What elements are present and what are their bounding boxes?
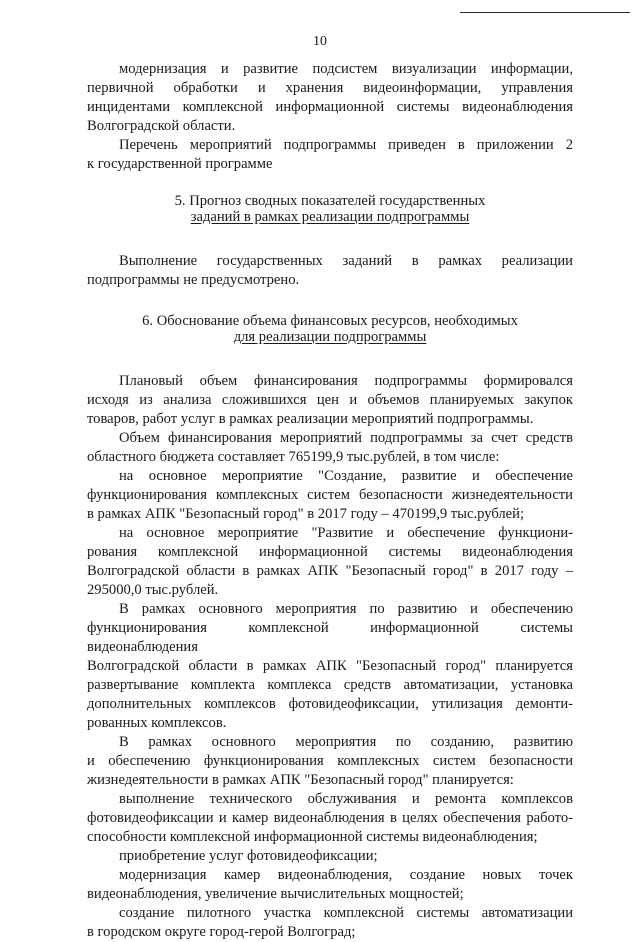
section-heading-5 (87, 193, 573, 225)
text-line: и обеспечению функционирования комплексных систем безопасности (87, 753, 573, 769)
text-line: первичной обработки и хранения видеоинформации, управления (87, 80, 573, 96)
text-line: в рамках АПК "Безопасный город" в 2017 году – 470199,9 тыс.рублей; (87, 506, 524, 522)
text-line: функционирования комплексной информационной системы видеонаблюдения (87, 620, 573, 655)
heading-line: 5. Прогноз сводных показателей государственных (174, 193, 486, 209)
paragraph-activities-list-reference (87, 136, 573, 174)
text-line: выполнение технического обслуживания и ремонта комплексов (119, 791, 573, 807)
text-line: Волгоградской области в рамках АПК "Безопасный город" в 2017 году – (87, 563, 573, 579)
text-line: Волгоградской области в рамках АПК "Безопасный город" планируется (87, 658, 573, 674)
text-line: приобретение услуг фотовидеофиксации; (119, 848, 378, 864)
text-line: на основное мероприятие "Развитие и обеспечение функциони- (119, 525, 573, 541)
document-body (87, 60, 573, 942)
paragraph-video-surveillance-plans (87, 600, 573, 733)
paragraph-cameras-modernization (87, 866, 573, 904)
text-line: жизнедеятельности в рамках АПК "Безопасный город" планируется: (87, 772, 514, 788)
page-number: 10 (313, 34, 327, 49)
text-line: рованных комплексов. (87, 715, 227, 731)
text-line: к государственной программе (87, 156, 273, 172)
text-line: В рамках основного мероприятия по развитию и обеспечению (119, 601, 573, 617)
paragraph-state-tasks (87, 252, 573, 290)
text-line: подпрограммы не предусмотрено. (87, 272, 300, 288)
paragraph-pilot-site (87, 904, 573, 942)
text-line: областного бюджета составляет 765199,9 тыс.рублей, в том числе: (87, 449, 500, 465)
paragraph-funding-volume (87, 429, 573, 467)
paragraph-maintenance (87, 790, 573, 847)
text-line: инцидентами комплексной информационной системы видеонаблюдения (87, 99, 573, 115)
text-line: исходя из анализа сложившихся цен и объемов планируемых закупок (87, 392, 573, 408)
paragraph-safety-systems-plans (87, 733, 573, 790)
heading-line: для реализации подпрограммы (233, 329, 427, 345)
section-heading-6 (87, 313, 573, 345)
text-line: товаров, работ услуг в рамках реализации мероприятий подпрограммы. (87, 411, 534, 427)
heading-line: заданий в рамках реализации подпрограммы (190, 209, 470, 225)
text-line: Плановый объем финансирования подпрограммы формировался (119, 373, 573, 389)
text-line: модернизация камер видеонаблюдения, создание новых точек (119, 867, 573, 883)
text-line: создание пилотного участка комплексной системы автоматизации (119, 905, 573, 921)
text-line: В рамках основного мероприятия по созданию, развитию (119, 734, 573, 750)
text-line: в городском округе город-герой Волгоград; (87, 924, 356, 940)
text-line: способности комплексной информационной системы видеонаблюдения; (87, 829, 538, 845)
text-line: Волгоградской области. (87, 118, 236, 134)
paragraph-video-surveillance-funding (87, 524, 573, 600)
text-line: рования комплексной информационной системы видеонаблюдения (87, 544, 573, 560)
text-line: модернизация и развитие подсистем визуализации информации, (119, 61, 573, 77)
text-line: Объем финансирования мероприятий подпрограммы за счет средств (119, 430, 573, 446)
text-line: функционирования комплексных систем безопасности жизнедеятельности (87, 487, 573, 503)
text-line: развертывание комплекта комплекса средств автоматизации, установка (87, 677, 573, 693)
text-line: видеонаблюдения, увеличение вычислительных мощностей; (87, 886, 464, 902)
text-line: на основное мероприятие "Создание, развитие и обеспечение (119, 468, 573, 484)
paragraph-planned-funding (87, 372, 573, 429)
text-line: Перечень мероприятий подпрограммы приведен в приложении 2 (119, 137, 573, 153)
text-line: фотовидеофиксации и камер видеонаблюдения в целях обеспечения работо- (87, 810, 573, 826)
top-right-rule (460, 12, 630, 13)
text-line: Выполнение государственных заданий в рамках реализации (119, 253, 573, 269)
paragraph-services-purchase (87, 847, 573, 866)
text-line: 295000,0 тыс.рублей. (87, 582, 219, 598)
paragraph-safety-systems-funding (87, 467, 573, 524)
heading-line: 6. Обоснование объема финансовых ресурсов, необходимых (142, 313, 518, 329)
text-line: дополнительных комплексов фотовидеофиксации, утилизация демонти- (87, 696, 573, 712)
paragraph-subsystems-modernization (87, 60, 573, 136)
